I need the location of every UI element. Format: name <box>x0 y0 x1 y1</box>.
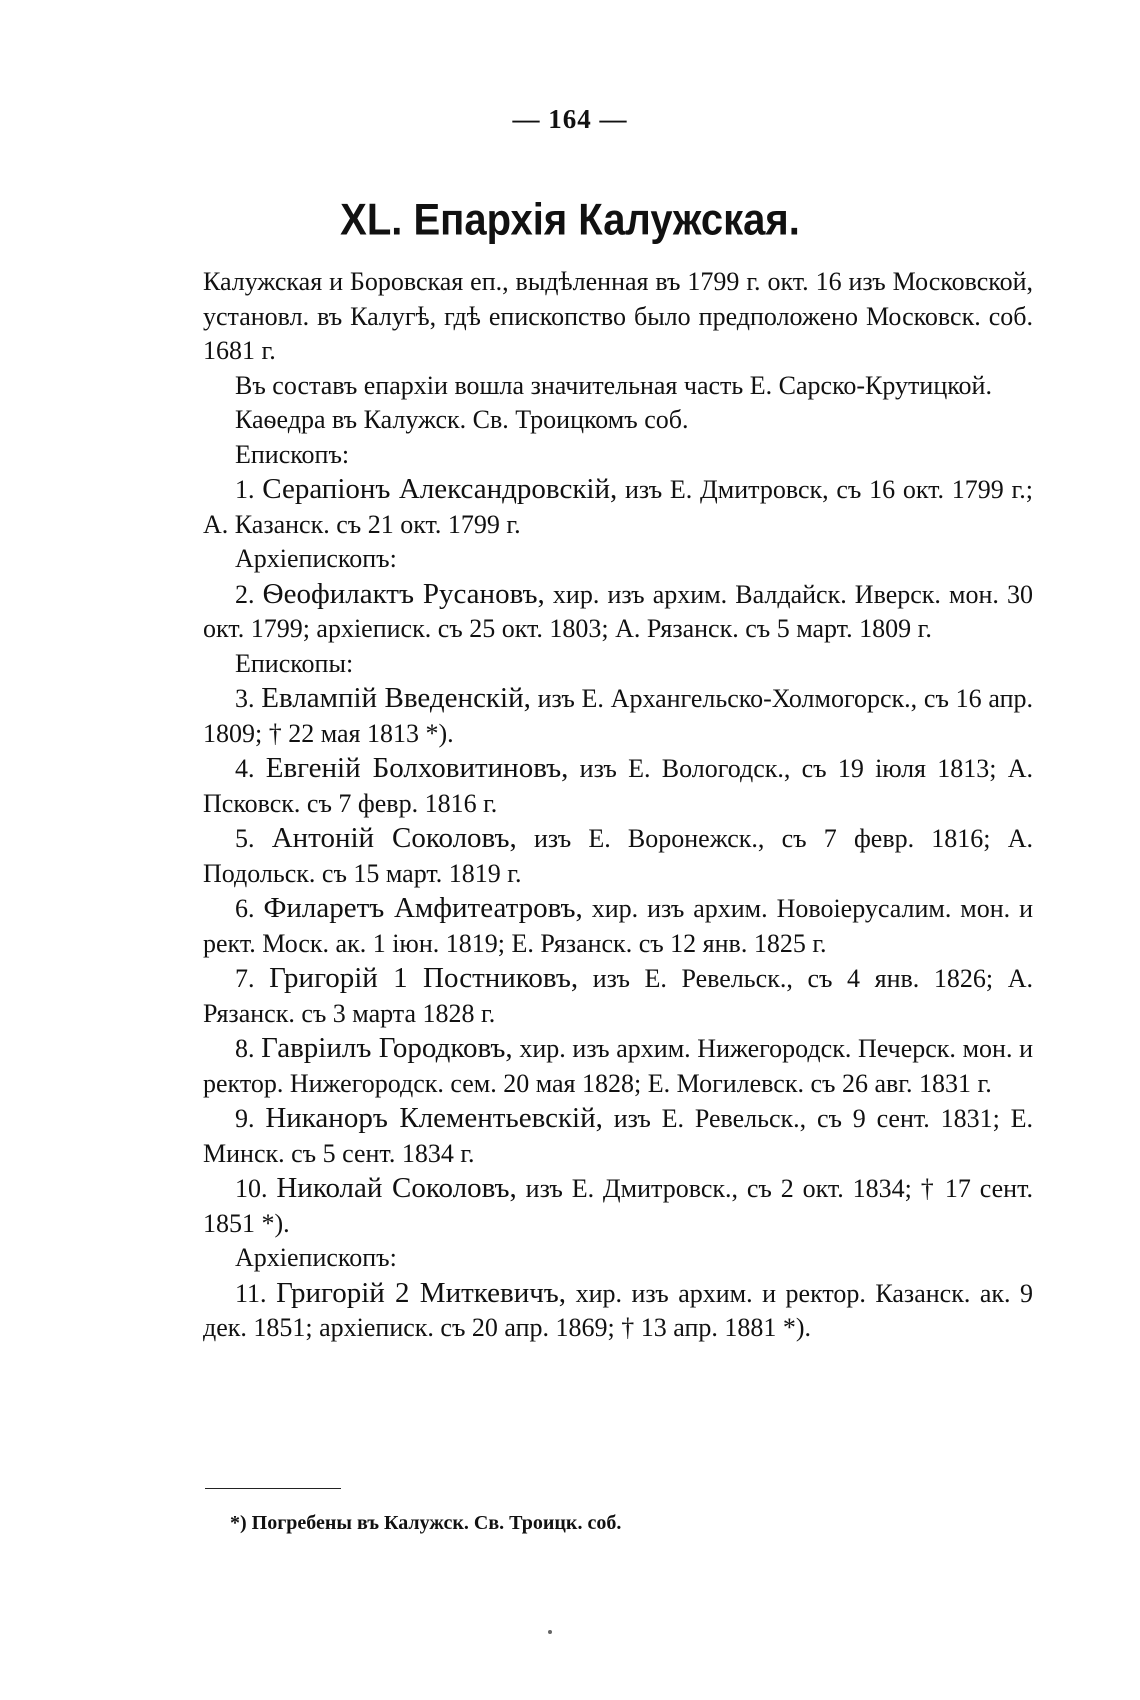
intro-paragraph: Калужская и Боровская еп., выдѣленная въ 1799 г. окт. 16 изъ Московской, установл. въ Калугѣ, гдѣ епископство было предположено Московск. соб. 1681 г. <box>203 267 1033 365</box>
bishop-name: Антоній Соколовъ, <box>271 822 517 854</box>
text-body <box>203 265 1033 1346</box>
bishop-name: Григорій 1 Постниковъ, <box>269 962 579 994</box>
entry-details: изъ Е. Дмитровск, съ 16 окт. 1799 г.; А. Казанск. съ 21 окт. 1799 г. <box>203 475 1033 539</box>
entry-number: 9. <box>235 1104 255 1133</box>
bishop-entry <box>203 1171 1033 1241</box>
footnote-divider <box>205 1488 341 1489</box>
entry-number: 5. <box>235 824 255 853</box>
entry-details: изъ Е. Архангельско-Холмогорск., съ 16 апр. 1809; † 22 мая 1813 *). <box>203 684 1034 748</box>
bishop-entry <box>203 1101 1033 1171</box>
intro-paragraph: Въ составъ епархіи вошла значительная часть Е. Сарско-Крутицкой. <box>235 370 992 400</box>
bishop-name: Филаретъ Амфитеатровъ, <box>263 892 583 924</box>
rank-label: Епископы: <box>235 648 354 678</box>
entry-details: хир. изъ архим. Валдайск. Иверск. мон. 30 окт. 1799; архіеписк. съ 25 окт. 1803; А. Рязанск. съ 5 март. 1809 г. <box>203 579 1034 643</box>
intro-paragraph: Каѳедра въ Калужск. Св. Троицкомъ соб. <box>235 405 689 434</box>
entry-number: 4. <box>235 754 255 783</box>
page-number: — 164 — <box>512 104 628 134</box>
entry-details: изъ Е. Воронежск., съ 7 февр. 1816; А. Подольск. съ 15 март. 1819 г. <box>203 824 1034 888</box>
entry-number: 1. <box>235 475 255 504</box>
bishop-entry <box>203 1031 1033 1101</box>
rank-label: Архіепископъ: <box>235 544 397 573</box>
bishop-name: Гавріилъ Городковъ, <box>261 1032 513 1064</box>
entry-details: хир. изъ архим. и ректор. Казанск. ак. 9 дек. 1851; архіеписк. съ 20 апр. 1869; † 13 апр. 1881 *). <box>203 1278 1034 1342</box>
entry-details: изъ Е. Вологодск., съ 19 іюля 1813; А. Псковск. съ 7 февр. 1816 г. <box>203 754 1034 818</box>
bishop-name: Григорій 2 Миткевичъ, <box>276 1276 567 1309</box>
entry-number: 2. <box>235 579 255 609</box>
bishop-entry <box>203 1276 1033 1346</box>
bishop-name: Николай Соколовъ, <box>276 1172 517 1204</box>
entry-details: хир. изъ архим. Нижегородск. Печерск. мон. и ректор. Нижегородск. сем. 20 мая 1828; Е. Могилевск. съ 26 авг. 1831 г. <box>203 1034 1034 1098</box>
bishop-entry <box>203 577 1033 647</box>
entry-details: изъ Е. Ревельск., съ 4 янв. 1826; А. Рязанск. съ 3 марта 1828 г. <box>203 964 1034 1028</box>
footnote: *) Погребены въ Калужск. Св. Троицк. соб. <box>230 1512 622 1534</box>
bishop-name: Евгеній Болховитиновъ, <box>265 752 569 784</box>
entry-number: 3. <box>235 684 255 713</box>
bishop-name: Серапіонъ Александровскій, <box>262 473 618 505</box>
entry-details: хир. изъ архим. Новоіерусалим. мон. и рект. Моск. ак. 1 іюн. 1819; Е. Рязанск. съ 12 янв. 1825 г. <box>203 894 1033 958</box>
bishop-name: Никаноръ Клементьевскій, <box>265 1102 603 1134</box>
entry-number: 11. <box>235 1278 267 1308</box>
chapter-heading: XL. Епархія Калужская. <box>340 195 800 245</box>
entry-number: 6. <box>235 894 255 923</box>
entry-details: изъ Е. Ревельск., съ 9 сент. 1831; Е. Минск. съ 5 сент. 1834 г. <box>203 1104 1034 1168</box>
entry-number: 7. <box>235 964 255 993</box>
bishop-entry <box>203 821 1033 891</box>
entry-number: 10. <box>235 1174 268 1203</box>
entry-details: изъ Е. Дмитровск., съ 2 окт. 1834; † 17 сент. 1851 *). <box>203 1174 1033 1238</box>
bishop-name: Ѳеофилактъ Русановъ, <box>262 577 545 610</box>
rank-label: Епископъ: <box>235 439 350 469</box>
entry-number: 8. <box>235 1034 255 1063</box>
print-speck <box>548 1630 552 1634</box>
bishop-entry <box>203 891 1033 961</box>
bishop-entry <box>203 961 1033 1031</box>
bishop-name: Евлампій Введенскій, <box>261 682 531 714</box>
bishop-entry <box>203 681 1033 751</box>
bishop-entry <box>203 472 1033 542</box>
bishop-entry <box>203 751 1033 821</box>
rank-label: Архіепископъ: <box>235 1243 397 1272</box>
